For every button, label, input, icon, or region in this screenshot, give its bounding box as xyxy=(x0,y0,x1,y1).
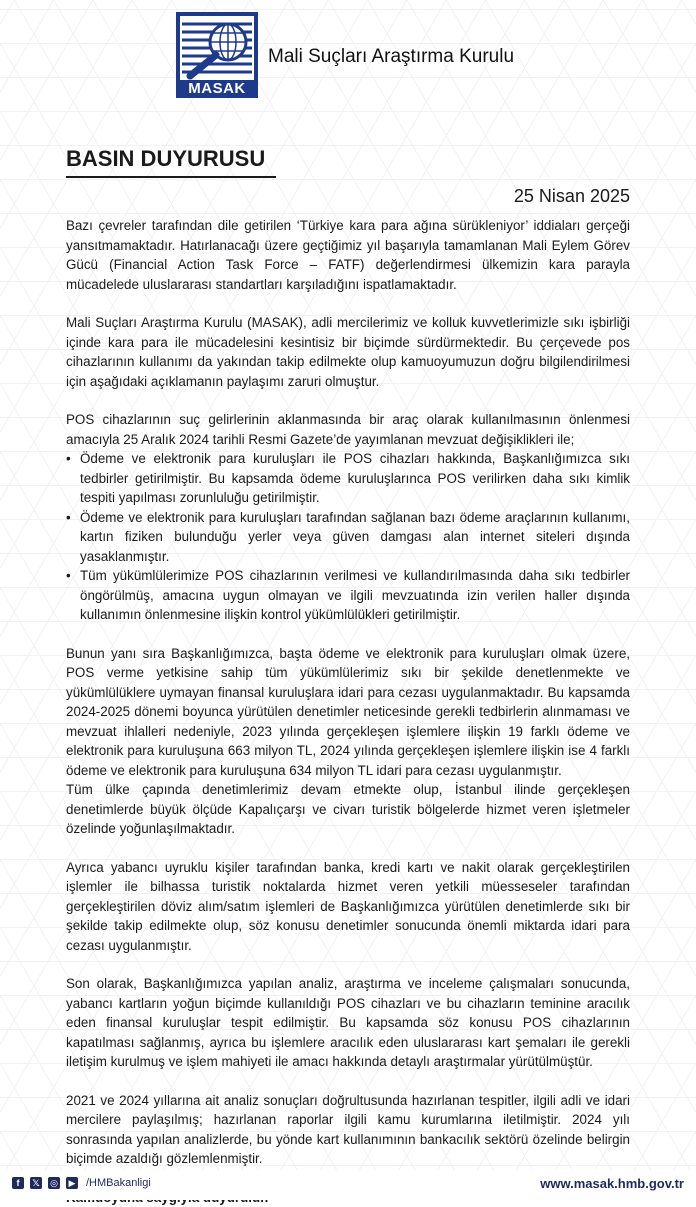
list-item: • Tüm yükümlülerimize POS cihazlarının verilmesi ve kullandırılmasında daha sıkı tedbirler öngörülmüş, amacına uygun olmayan ve ilgili mevzuatında izin verilen haller dışında kullanımın önlenmesine ilişkin kontrol yükümlülükleri getirilmiştir. xyxy=(66,566,630,625)
paragraph: 2021 ve 2024 yıllarına ait analiz sonuçları doğrultusunda hazırlanan tespitler, ilgili adli ve idari mercilere paylaşılmış; hazırlanan raporlar ilgili kamu kurumlarına iletilmiştir. 2024 yılı sonrasında yapılan analizlerde, bu yönde kart kullanımının bankacılık sektörü özelinde belirgin biçimde azaldığı gözlemlenmiştir. xyxy=(66,1091,630,1169)
list-item: • Ödeme ve elektronik para kuruluşları tarafından sağlanan bazı ödeme araçlarının kullanımı, kartın fiziken bulunduğu yerler veya güven damgası alan internet siteleri dışında yasaklanmıştır. xyxy=(66,508,630,567)
paragraph: Bazı çevreler tarafından dile getirilen ‘Türkiye kara para ağına sürükleniyor’ iddiaları gerçeği yansıtmamaktadır. Hatırlanacağı üzere geçtiğimiz yıl başarıyla tamamlanan Mali Eylem Görev Gücü (Financial Action Task Force – FATF) değerlendirmesi ülkemizin kara parayla mücadelede uluslararası standartları karşıladığını ispatlamaktadır. xyxy=(66,216,630,294)
document-date: 25 Nisan 2025 xyxy=(514,186,630,207)
logo-text: MASAK xyxy=(176,80,258,98)
list-item: • Ödeme ve elektronik para kuruluşları ile POS cihazları hakkında, Başkanlığımızca sıkı tedbirler getirilmiştir. Bu kapsamda ödeme kuruluşlarınca POS verilirken daha sıkı kimlik tespiti yapılması zorunluluğu getirilmiştir. xyxy=(66,449,630,508)
social-handle[interactable]: /HMBakanligi xyxy=(86,1177,151,1189)
youtube-icon[interactable]: ▶ xyxy=(66,1177,78,1189)
instagram-icon[interactable]: ◎ xyxy=(48,1177,60,1189)
paragraph: Ayrıca yabancı uyruklu kişiler tarafından banka, kredi kartı ve nakit olarak gerçekleştirilen işlemler ile bilhassa turistik noktalarda hizmet veren yetkili müesseseler tarafından gerçekleştirilen döviz alım/satım işlemleri de Başkanlığımızca yürütülen denetimlerde sıkı bir şekilde takip edilmekte olup, söz konusu denetimler sonucunda önemli miktarda idari para cezası uygulanmıştır. xyxy=(66,858,630,956)
measures-list xyxy=(66,449,630,625)
paragraph: POS cihazlarının suç gelirlerinin aklanmasında bir araç olarak kullanılmasının önlenmesi amacıyla 25 Aralık 2024 tarihli Resmi Gazete’de yayımlanan mevzuat değişiklikleri ile; xyxy=(66,410,630,449)
paragraph: Bunun yanı sıra Başkanlığımızca, başta ödeme ve elektronik para kuruluşları olmak üzere, POS verme yetkisine sahip tüm yükümlülerimiz sıkı bir şekilde denetlenmekte ve yükümlülüklere uymayan finansal kuruluşlara idari para cezası uygulanmaktadır. Bu kapsamda 2024-2025 dönemi boyunca yürütülen denetimler neticesinde gerekli tedbirlerin alınmaması ve mevzuat ihlalleri nedeniyle, 2023 yılında gerçekleşen işlemlere ilişkin 19 farklı ödeme ve elektronik para kuruluşuna 663 milyon TL, 2024 yılında gerçekleşen işlemlere ilişkin ise 4 farklı ödeme ve elektronik para kuruluşuna 634 milyon TL idari para cezası uygulanmıştır. xyxy=(66,644,630,781)
paragraph: Son olarak, Başkanlığımızca yapılan analiz, araştırma ve inceleme çalışmaları sonucunda, yabancı kartların yoğun biçimde kullanıldığı POS cihazları ve bu cihazların teminine aracılık eden finansal kuruluşlar tespit edilmiştir. Bu kapsamda söz konusu POS cihazlarının kapatılması sağlanmış, ayrıca bu işlemlere aracılık eden uluslararası kart şemaları ile gerekli iletişim kurulmuş ve işlem mahiyeti ile amacı hakkında detaylı araştırmalar yürütülmüştür. xyxy=(66,974,630,1072)
facebook-icon[interactable]: f xyxy=(12,1177,24,1189)
footer xyxy=(0,1170,696,1200)
paragraph: Tüm ülke çapında denetimlerimiz devam etmekte olup, İstanbul ilinde gerçekleşen denetimlerde büyük ölçüde Kapalıçarşı ve civarı turistik bölgelerde hizmet veren işletmeler özelinde yoğunlaşılmaktadır. xyxy=(66,780,630,839)
org-name: Mali Suçları Araştırma Kurulu xyxy=(268,46,514,68)
social-links xyxy=(12,1177,151,1189)
title-underline xyxy=(66,176,276,178)
header xyxy=(176,12,596,100)
globe-magnifier-icon xyxy=(176,12,258,80)
x-icon[interactable]: 𝕏 xyxy=(30,1177,42,1189)
page-title: BASIN DUYURUSU xyxy=(66,146,265,172)
masak-logo xyxy=(176,12,258,98)
paragraph: Mali Suçları Araştırma Kurulu (MASAK), adli mercilerimiz ve kolluk kuvvetlerimizle sıkı işbirliği içinde kara para ile mücadelesini kesintisiz bir biçimde sürdürmektedir. Bu çerçevede pos cihazlarının kullanımı da yakından takip edilmekte olup kamuoyumuzun doğru bilgilendirilmesi için aşağıdaki açıklamanın paylaşımı zaruri olmuştur. xyxy=(66,313,630,391)
website-link[interactable]: www.masak.hmb.gov.tr xyxy=(540,1176,684,1191)
document-body xyxy=(66,216,630,1207)
